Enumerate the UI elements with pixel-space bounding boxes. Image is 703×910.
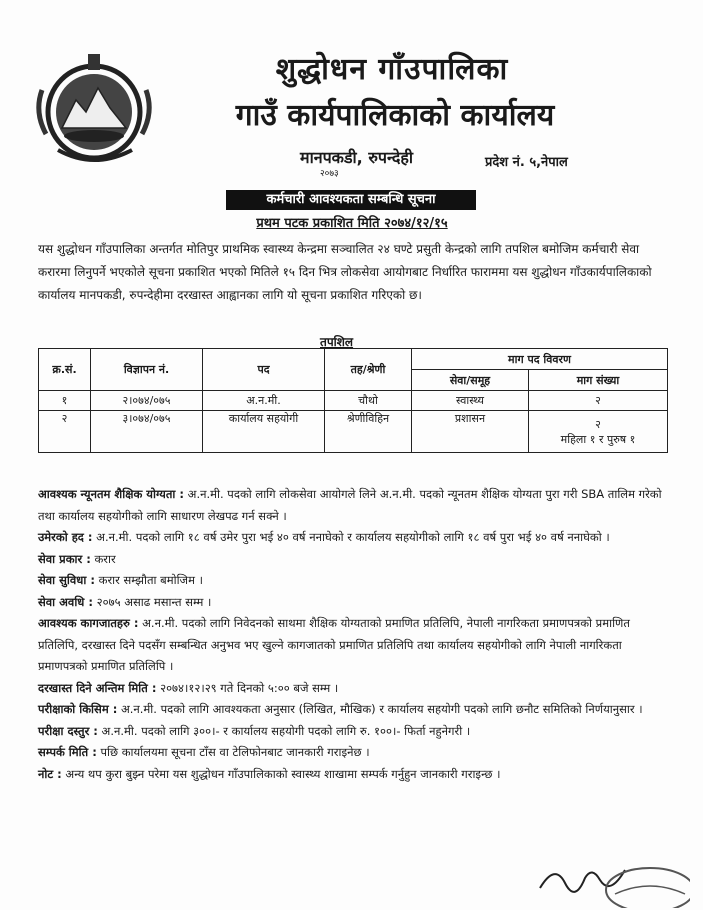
published-date: प्रथम पटक प्रकाशित मिति २०७४/१२/१५ — [256, 216, 448, 231]
contact-text: पछि कार्यालयमा सूचना टाँस वा टेलिफोनबाट जानकारी गराइनेछ । — [100, 745, 370, 759]
vacancy-table — [38, 348, 668, 453]
deadline-text: २०७४।१२।२९ गते दिनको ५:०० बजे सम्म । — [160, 680, 339, 695]
table-row — [39, 391, 668, 411]
col-demand: माग पद विवरण — [412, 349, 668, 370]
cell-level: श्रेणीविहिन — [325, 411, 412, 453]
service-type-label: सेवा प्रकार : — [38, 551, 91, 566]
count-note: महिला १ र पुरुष १ — [560, 432, 636, 446]
fee-line — [38, 721, 668, 743]
col-service: सेवा/समूह — [412, 370, 529, 391]
age-line — [38, 527, 668, 549]
qualification-label: आवश्यक न्यूनतम शैक्षिक योग्यता : — [38, 487, 184, 501]
contact-line — [38, 742, 668, 764]
documents-label: आवश्यक कागजातहरु : — [38, 616, 139, 630]
cell-ad-no: २।०७४/०७५ — [91, 391, 203, 411]
signature-stamp-icon — [530, 848, 690, 908]
period-text: २०७५ असाढ मसान्त सम्म । — [96, 594, 212, 609]
deadline-line — [38, 678, 668, 700]
cell-post: कार्यालय सहयोगी — [203, 411, 325, 453]
note-line — [38, 764, 668, 786]
col-ad-no: विज्ञापन नं. — [91, 349, 203, 391]
table-row — [39, 411, 668, 453]
facility-label: सेवा सुविधा : — [38, 573, 95, 587]
notice-title: कर्मचारी आवश्यकता सम्बन्धि सूचना — [226, 190, 476, 210]
col-level: तह/श्रेणी — [325, 349, 412, 391]
qualification-text: अ.न.मी. पदको लागि लोकसेवा आयोगले लिने अ.न.मी. पदको न्यूनतम शैक्षिक योग्यता पुरा गरी SBA तालिम गरेको तथा कार्यालय सहयोगीको लागि साधारण लेखपढ गर्न सक्ने । — [38, 487, 662, 523]
office-location: मानपकडी, रुपन्देही — [300, 148, 414, 167]
notice-details — [38, 484, 668, 785]
cell-sn: २ — [39, 411, 91, 453]
age-text: अ.न.मी. पदको लागि १८ वर्ष उमेर पुरा भई ४० वर्ष ननाघेको र कार्यालय सहयोगीको लागि १८ वर्ष पुरा भई ४० वर्ष ननाघेको । — [96, 530, 610, 544]
facility-line — [38, 570, 668, 592]
count-value: २ — [595, 394, 601, 407]
municipality-title: शुद्धोधन गाँउपालिका — [275, 52, 509, 87]
col-sn: क्र.सं. — [39, 349, 91, 391]
office-title: गाउँ कार्यपालिकाको कार्यालय — [235, 98, 555, 133]
cell-service: स्वास्थ्य — [412, 391, 529, 411]
service-type-text: करार — [94, 551, 116, 566]
note-text: अन्य थप कुरा बुझ्न परेमा यस शुद्धोधन गाँउपालिकाको स्वास्थ्य शाखामा सम्पर्क गर्नुहुन जानकारी गराइन्छ । — [65, 766, 501, 781]
established-year: २०७३ — [320, 169, 339, 179]
period-label: सेवा अवधि : — [38, 594, 93, 609]
col-count: माग संख्या — [529, 370, 668, 391]
cell-post: अ.न.मी. — [203, 391, 325, 411]
cell-level: चौथो — [325, 391, 412, 411]
exam-text: अ.न.मी. पदको लागि आवश्यकता अनुसार (लिखित, मौखिक) र कार्यालय सहयोगी पदको लागि छनौट समितिको निर्णयानुसार । — [120, 702, 643, 716]
cell-ad-no: ३।०७४/०७५ — [91, 411, 203, 453]
count-value: २ — [595, 417, 601, 431]
facility-text: करार सम्झौता बमोजिम । — [98, 573, 203, 587]
note-label: नोट : — [38, 766, 62, 781]
cell-service: प्रशासन — [412, 411, 529, 453]
table-caption: तपशिल — [320, 335, 354, 349]
cell-count — [529, 391, 668, 411]
cell-count — [529, 411, 668, 453]
nepal-emblem-icon — [28, 50, 178, 170]
exam-label: परीक्षाको किसिम : — [38, 702, 118, 716]
deadline-label: दरखास्त दिने अन्तिम मिति : — [38, 680, 157, 695]
period-line — [38, 592, 668, 614]
fee-text: अ.न.मी. पदको लागि ३००।- र कार्यालय सहयोगी पदको लागि रु. १००।- फिर्ता नहुनेगरी । — [101, 723, 471, 738]
documents-text: अ.न.मी. पदको लागि निवेदनको साथमा शैक्षिक योग्यताको प्रमाणित प्रतिलिपि, नेपाली नागरिकता प्रमाणपत्रको प्रमाणित प्रतिलिपि, दरखास्त दिने पदसँग सम्बन्धित अनुभव भए खुल्ने कागजातको प्रमाणित प्रतिलिपि तथा कार्यालय सहयोगीको लागि नेपाली नागरिकता प्रमाणपत्रको प्रमाणित प्रतिलिपि । — [38, 616, 630, 673]
fee-label: परीक्षा दस्तुर : — [38, 723, 98, 738]
province-label: प्रदेश नं. ५,नेपाल — [485, 155, 568, 170]
cell-sn: १ — [39, 391, 91, 411]
exam-line — [38, 699, 668, 721]
age-label: उमेरको हद : — [38, 530, 93, 544]
documents-line — [38, 613, 668, 678]
qualification-line — [38, 484, 668, 527]
col-post: पद — [203, 349, 325, 391]
contact-label: सम्पर्क मिति : — [38, 745, 97, 759]
notice-intro: यस शुद्धोधन गाँउपालिका अन्तर्गत मोतिपुर प्राथमिक स्वास्थ्य केन्द्रमा सञ्चालित २४ घण्टे प्रसुती केन्द्रको लागि तपशिल बमोजिम कर्मचारी सेवा करारमा लिनुपर्ने भएकोले सूचना प्रकाशित भएको मितिले १५ दिन भित्र लोकसेवा आयोगबाट निर्धारित फाराममा यस शुद्धोधन गाँउकार्यपालिकाको कार्यालय मानपकडी, रुपन्देहीमा दरखास्त आह्वानका लागि यो सूचना प्रकाशित गरिएको छ। — [38, 242, 652, 302]
service-type-line — [38, 549, 668, 571]
